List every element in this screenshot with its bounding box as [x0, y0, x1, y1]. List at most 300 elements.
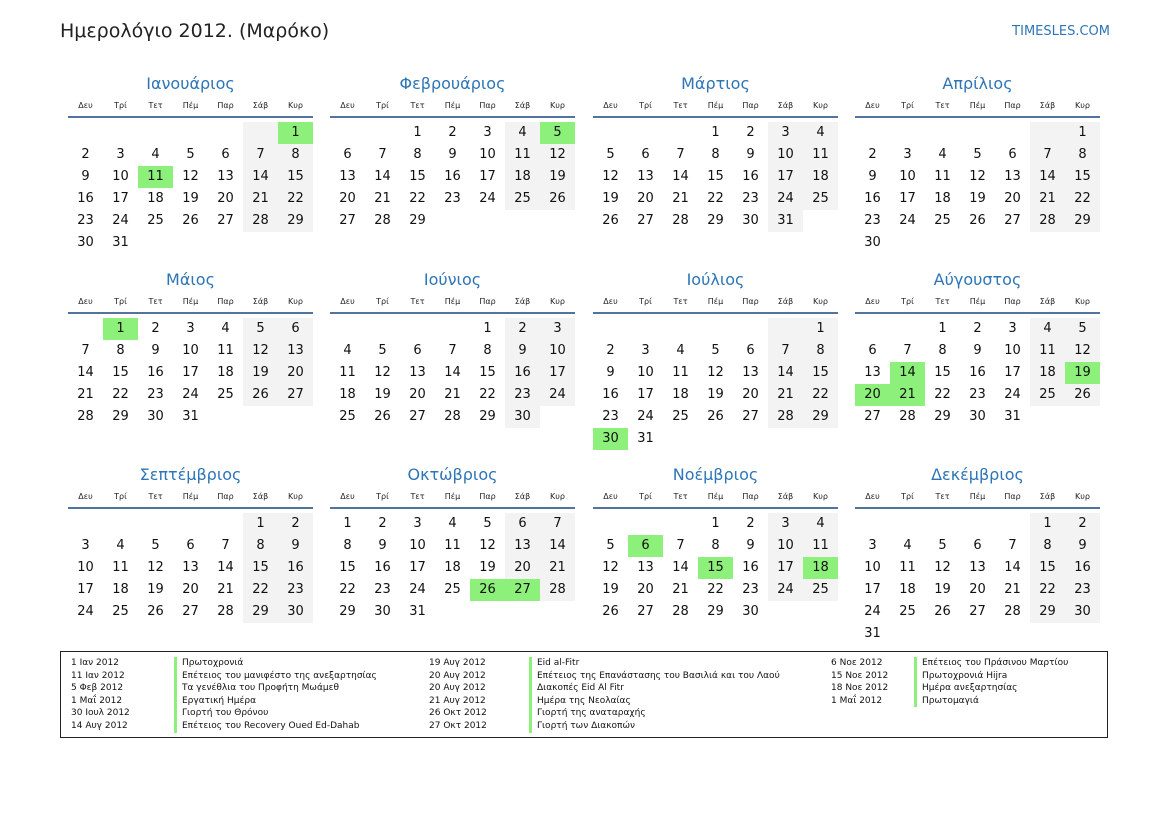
weekday-label: Παρ: [1004, 101, 1021, 110]
day-cell: 23: [742, 582, 759, 597]
empty-cell: [68, 122, 103, 144]
weekday-header: [855, 292, 1100, 314]
weekday-label: Δευ: [78, 101, 93, 110]
weekday-label: Δευ: [865, 492, 880, 501]
holiday-day-cell: 18: [803, 557, 838, 579]
day-cell: 3: [1008, 321, 1017, 336]
month-title: Ιανουάριος: [146, 74, 235, 93]
day-cell: 12: [374, 365, 391, 380]
holiday-date: 14 Αυγ 2012: [71, 720, 128, 731]
empty-cell: [733, 318, 768, 340]
day-cell: 4: [938, 147, 947, 162]
day-cell: 22: [479, 387, 496, 402]
empty-cell: [960, 513, 995, 535]
day-cell: 12: [1065, 340, 1100, 362]
weekday-label: Κυρ: [1075, 297, 1090, 306]
day-cell: 11: [444, 538, 461, 553]
day-cell: 6: [221, 147, 230, 162]
day-cell: 8: [938, 343, 947, 358]
holiday-name: Διακοπές Eid Al Fitr: [529, 682, 624, 695]
day-cell: 2: [378, 516, 387, 531]
day-cell: 14: [768, 362, 803, 384]
day-cell: 29: [803, 406, 838, 428]
day-cell: 5: [973, 147, 982, 162]
day-cell: 11: [217, 343, 234, 358]
month-block: [855, 72, 1100, 254]
holiday-column: [71, 657, 377, 733]
holiday-date: 27 Οκτ 2012: [429, 720, 487, 731]
empty-cell: [138, 122, 173, 144]
day-cell: 26: [969, 213, 986, 228]
month-title: Απρίλιος: [942, 74, 1013, 93]
day-cell: 21: [540, 557, 575, 579]
weekday-header: [68, 487, 313, 509]
month-block: [68, 268, 313, 428]
day-cell: 2: [278, 513, 313, 535]
day-cell: 13: [1004, 169, 1021, 184]
day-cell: 3: [483, 125, 492, 140]
empty-cell: [628, 513, 663, 535]
holiday-row: [429, 720, 780, 733]
holiday-name: Γιορτή της αναταραχής: [529, 707, 646, 720]
day-cell: 28: [1004, 604, 1021, 619]
weekday-label: Τρί: [901, 101, 914, 110]
day-cell: 22: [243, 579, 278, 601]
day-cell: 9: [606, 365, 615, 380]
day-cell: 24: [77, 604, 94, 619]
day-cell: 26: [934, 604, 951, 619]
day-cell: 30: [969, 409, 986, 424]
day-cell: 23: [864, 213, 881, 228]
weekday-label: Πέμ: [969, 492, 986, 501]
weekday-label: Τρί: [114, 101, 127, 110]
day-cell: 23: [602, 409, 619, 424]
day-cell: 29: [278, 210, 313, 232]
weekday-label: Τρί: [639, 297, 652, 306]
month-title: Φεβρουάριος: [399, 74, 506, 93]
day-cell: 18: [217, 365, 234, 380]
day-cell: 22: [707, 582, 724, 597]
day-cell: 7: [903, 343, 912, 358]
day-cell: 19: [182, 191, 199, 206]
day-cell: 25: [339, 409, 356, 424]
day-cell: 31: [112, 235, 129, 250]
day-cell: 3: [868, 538, 877, 553]
day-cell: 1: [711, 516, 720, 531]
day-cell: 30: [77, 235, 94, 250]
day-grid: [855, 122, 1100, 254]
day-cell: 9: [868, 169, 877, 184]
weekday-header: [330, 292, 575, 314]
day-cell: 8: [483, 343, 492, 358]
day-cell: 12: [147, 560, 164, 575]
month-block: [593, 268, 838, 450]
day-cell: 10: [768, 144, 803, 166]
day-cell: 23: [77, 213, 94, 228]
day-cell: 28: [672, 604, 689, 619]
month-title: Νοέμβριος: [672, 465, 759, 484]
empty-cell: [995, 513, 1030, 535]
day-cell: 9: [505, 340, 540, 362]
day-cell: 11: [112, 560, 129, 575]
day-cell: 30: [864, 235, 881, 250]
holiday-day-cell: 27: [505, 579, 540, 601]
day-cell: 21: [374, 191, 391, 206]
empty-cell: [890, 122, 925, 144]
day-cell: 21: [768, 384, 803, 406]
day-cell: 6: [186, 538, 195, 553]
empty-cell: [103, 513, 138, 535]
day-cell: 14: [672, 560, 689, 575]
weekday-label: Παρ: [479, 492, 496, 501]
holiday-name: Πρωτοχρονιά: [174, 657, 243, 670]
day-cell: 17: [479, 169, 496, 184]
weekday-label: Δευ: [865, 101, 880, 110]
day-cell: 30: [505, 406, 540, 428]
weekday-label: Τετ: [148, 101, 163, 110]
empty-cell: [593, 513, 628, 535]
weekday-label: Παρ: [742, 101, 759, 110]
day-cell: 4: [221, 321, 230, 336]
weekday-label: Σάβ: [252, 492, 269, 501]
weekday-header: [855, 487, 1100, 509]
day-cell: 20: [637, 191, 654, 206]
holiday-row: [71, 682, 377, 695]
day-grid: [593, 122, 838, 232]
day-cell: 15: [803, 362, 838, 384]
day-cell: 22: [803, 384, 838, 406]
weekday-label: Κυρ: [813, 297, 828, 306]
day-cell: 31: [1004, 409, 1021, 424]
day-cell: 22: [707, 191, 724, 206]
day-cell: 25: [112, 604, 129, 619]
day-cell: 19: [707, 387, 724, 402]
day-cell: 6: [278, 318, 313, 340]
day-cell: 30: [1065, 601, 1100, 623]
day-cell: 5: [606, 147, 615, 162]
day-cell: 2: [1065, 513, 1100, 535]
weekday-label: Σάβ: [777, 297, 794, 306]
empty-cell: [208, 122, 243, 144]
day-cell: 7: [1008, 538, 1017, 553]
holiday-day-cell: 30: [593, 428, 628, 450]
day-cell: 18: [147, 191, 164, 206]
day-cell: 28: [540, 579, 575, 601]
day-cell: 13: [637, 169, 654, 184]
day-cell: 16: [505, 362, 540, 384]
day-cell: 18: [934, 191, 951, 206]
day-cell: 19: [540, 166, 575, 188]
day-cell: 6: [641, 147, 650, 162]
day-cell: 2: [448, 125, 457, 140]
weekday-label: Δευ: [340, 297, 355, 306]
day-cell: 24: [540, 384, 575, 406]
day-cell: 5: [186, 147, 195, 162]
day-cell: 27: [637, 213, 654, 228]
month-block: [855, 268, 1100, 428]
day-cell: 11: [803, 535, 838, 557]
day-cell: 4: [803, 513, 838, 535]
day-cell: 23: [147, 387, 164, 402]
day-cell: 17: [864, 582, 881, 597]
day-cell: 8: [711, 147, 720, 162]
weekday-label: Τρί: [376, 492, 389, 501]
day-cell: 12: [602, 560, 619, 575]
empty-cell: [890, 513, 925, 535]
day-cell: 3: [116, 147, 125, 162]
day-cell: 22: [112, 387, 129, 402]
day-cell: 30: [147, 409, 164, 424]
day-cell: 19: [602, 582, 619, 597]
weekday-label: Κυρ: [1075, 101, 1090, 110]
month-block: [855, 463, 1100, 645]
day-cell: 26: [1065, 384, 1100, 406]
weekday-label: Σάβ: [252, 101, 269, 110]
day-cell: 10: [540, 340, 575, 362]
weekday-label: Κυρ: [550, 492, 565, 501]
day-grid: [855, 318, 1100, 428]
holiday-date: 18 Νοε 2012: [831, 683, 889, 694]
weekday-header: [593, 487, 838, 509]
day-cell: 1: [803, 318, 838, 340]
day-cell: 18: [1030, 362, 1065, 384]
day-grid: [68, 318, 313, 428]
day-cell: 1: [243, 513, 278, 535]
day-cell: 29: [112, 409, 129, 424]
day-cell: 22: [934, 387, 951, 402]
holiday-row: [429, 657, 780, 670]
day-cell: 18: [672, 387, 689, 402]
day-cell: 27: [182, 604, 199, 619]
holiday-row: [71, 707, 377, 720]
day-cell: 7: [448, 343, 457, 358]
day-cell: 8: [1065, 144, 1100, 166]
day-cell: 29: [479, 409, 496, 424]
day-cell: 4: [116, 538, 125, 553]
empty-cell: [925, 513, 960, 535]
holiday-row: [429, 707, 780, 720]
day-cell: 15: [243, 557, 278, 579]
holiday-column: [429, 657, 780, 733]
holiday-name: Πρωτοχρονιά Hijra: [914, 670, 1007, 683]
day-cell: 13: [742, 365, 759, 380]
day-cell: 25: [1030, 384, 1065, 406]
day-cell: 9: [746, 538, 755, 553]
day-cell: 27: [278, 384, 313, 406]
weekday-label: Παρ: [217, 101, 234, 110]
day-cell: 20: [339, 191, 356, 206]
day-cell: 6: [505, 513, 540, 535]
day-cell: 25: [899, 604, 916, 619]
day-cell: 8: [1030, 535, 1065, 557]
day-cell: 29: [1030, 601, 1065, 623]
day-cell: 23: [505, 384, 540, 406]
day-cell: 24: [409, 582, 426, 597]
weekday-label: Πέμ: [182, 101, 199, 110]
day-cell: 26: [147, 604, 164, 619]
day-cell: 25: [505, 188, 540, 210]
day-cell: 12: [540, 144, 575, 166]
empty-cell: [663, 513, 698, 535]
empty-cell: [628, 318, 663, 340]
day-cell: 13: [969, 560, 986, 575]
day-cell: 21: [672, 191, 689, 206]
weekday-label: Κυρ: [813, 101, 828, 110]
day-cell: 26: [540, 188, 575, 210]
empty-cell: [173, 513, 208, 535]
day-cell: 26: [707, 409, 724, 424]
day-cell: 5: [711, 343, 720, 358]
day-cell: 13: [182, 560, 199, 575]
day-cell: 17: [77, 582, 94, 597]
day-cell: 11: [672, 365, 689, 380]
day-cell: 2: [746, 125, 755, 140]
holiday-date: 20 Αυγ 2012: [429, 670, 486, 681]
weekday-label: Δευ: [603, 492, 618, 501]
day-grid: [593, 318, 838, 450]
day-cell: 24: [637, 409, 654, 424]
day-cell: 3: [413, 516, 422, 531]
weekday-label: Τετ: [935, 101, 950, 110]
weekday-header: [855, 96, 1100, 118]
day-cell: 11: [339, 365, 356, 380]
day-cell: 21: [217, 582, 234, 597]
day-cell: 14: [374, 169, 391, 184]
day-cell: 20: [278, 362, 313, 384]
day-cell: 28: [672, 213, 689, 228]
holiday-row: [831, 695, 1068, 708]
day-cell: 25: [147, 213, 164, 228]
holiday-day-cell: 5: [540, 122, 575, 144]
day-cell: 16: [444, 169, 461, 184]
day-cell: 17: [540, 362, 575, 384]
weekday-label: Τρί: [901, 297, 914, 306]
day-cell: 15: [1065, 166, 1100, 188]
weekday-label: Πέμ: [444, 101, 461, 110]
month-block: [330, 463, 575, 623]
day-cell: 12: [243, 340, 278, 362]
day-cell: 12: [707, 365, 724, 380]
day-cell: 4: [1030, 318, 1065, 340]
day-cell: 8: [711, 538, 720, 553]
day-cell: 23: [1065, 579, 1100, 601]
weekday-label: Πέμ: [707, 297, 724, 306]
weekday-label: Τρί: [639, 492, 652, 501]
day-cell: 14: [540, 535, 575, 557]
day-cell: 3: [186, 321, 195, 336]
day-cell: 11: [934, 169, 951, 184]
empty-cell: [365, 318, 400, 340]
holiday-list: [60, 651, 1108, 738]
day-cell: 29: [707, 604, 724, 619]
weekday-label: Τρί: [901, 492, 914, 501]
weekday-header: [330, 487, 575, 509]
day-cell: 9: [81, 169, 90, 184]
day-cell: 16: [969, 365, 986, 380]
day-cell: 4: [343, 343, 352, 358]
day-cell: 24: [479, 191, 496, 206]
holiday-date: 6 Νοε 2012: [831, 658, 883, 668]
weekday-label: Σάβ: [514, 297, 531, 306]
day-cell: 19: [374, 387, 391, 402]
day-cell: 7: [1030, 144, 1065, 166]
empty-cell: [330, 122, 365, 144]
day-cell: 19: [147, 582, 164, 597]
day-cell: 5: [378, 343, 387, 358]
empty-cell: [208, 513, 243, 535]
day-cell: 23: [374, 582, 391, 597]
holiday-day-cell: 20: [855, 384, 890, 406]
day-cell: 17: [1004, 365, 1021, 380]
day-cell: 26: [182, 213, 199, 228]
day-cell: 4: [803, 122, 838, 144]
empty-cell: [768, 318, 803, 340]
day-cell: 5: [606, 538, 615, 553]
day-cell: 5: [1065, 318, 1100, 340]
empty-cell: [330, 318, 365, 340]
day-cell: 16: [278, 557, 313, 579]
day-cell: 18: [339, 387, 356, 402]
weekday-label: Τρί: [114, 492, 127, 501]
day-cell: 29: [243, 601, 278, 623]
day-cell: 8: [243, 535, 278, 557]
day-cell: 7: [221, 538, 230, 553]
day-cell: 23: [969, 387, 986, 402]
day-cell: 22: [1030, 579, 1065, 601]
day-cell: 28: [444, 409, 461, 424]
weekday-label: Δευ: [603, 101, 618, 110]
page-title: Ημερολόγιο 2012. (Μαρόκο): [60, 20, 330, 42]
site-link[interactable]: TIMESLES.COM: [1012, 24, 1110, 39]
day-cell: 21: [444, 387, 461, 402]
weekday-header: [68, 292, 313, 314]
day-cell: 20: [409, 387, 426, 402]
weekday-label: Παρ: [742, 297, 759, 306]
empty-cell: [400, 318, 435, 340]
empty-cell: [663, 122, 698, 144]
day-cell: 17: [112, 191, 129, 206]
weekday-label: Σάβ: [777, 101, 794, 110]
holiday-row: [71, 695, 377, 708]
weekday-label: Σάβ: [777, 492, 794, 501]
holiday-name: Επέτειος της Επανάστασης του Βασιλιά και του Λαού: [529, 670, 780, 683]
day-cell: 19: [602, 191, 619, 206]
month-block: [330, 72, 575, 232]
day-cell: 11: [803, 144, 838, 166]
day-cell: 15: [112, 365, 129, 380]
weekday-label: Σάβ: [514, 101, 531, 110]
weekday-label: Παρ: [217, 297, 234, 306]
holiday-date: 21 Αυγ 2012: [429, 695, 486, 706]
holiday-row: [831, 682, 1068, 695]
day-cell: 4: [676, 343, 685, 358]
day-cell: 24: [768, 188, 803, 210]
day-cell: 27: [637, 604, 654, 619]
empty-cell: [890, 318, 925, 340]
day-cell: 22: [1065, 188, 1100, 210]
day-cell: 10: [182, 343, 199, 358]
day-cell: 14: [77, 365, 94, 380]
empty-cell: [435, 318, 470, 340]
day-cell: 1: [1065, 122, 1100, 144]
day-cell: 15: [409, 169, 426, 184]
holiday-date: 1 Ιαν 2012: [71, 658, 119, 668]
weekday-label: Παρ: [479, 297, 496, 306]
holiday-row: [71, 657, 377, 670]
day-cell: 29: [934, 409, 951, 424]
weekday-header: [330, 96, 575, 118]
day-cell: 1: [413, 125, 422, 140]
